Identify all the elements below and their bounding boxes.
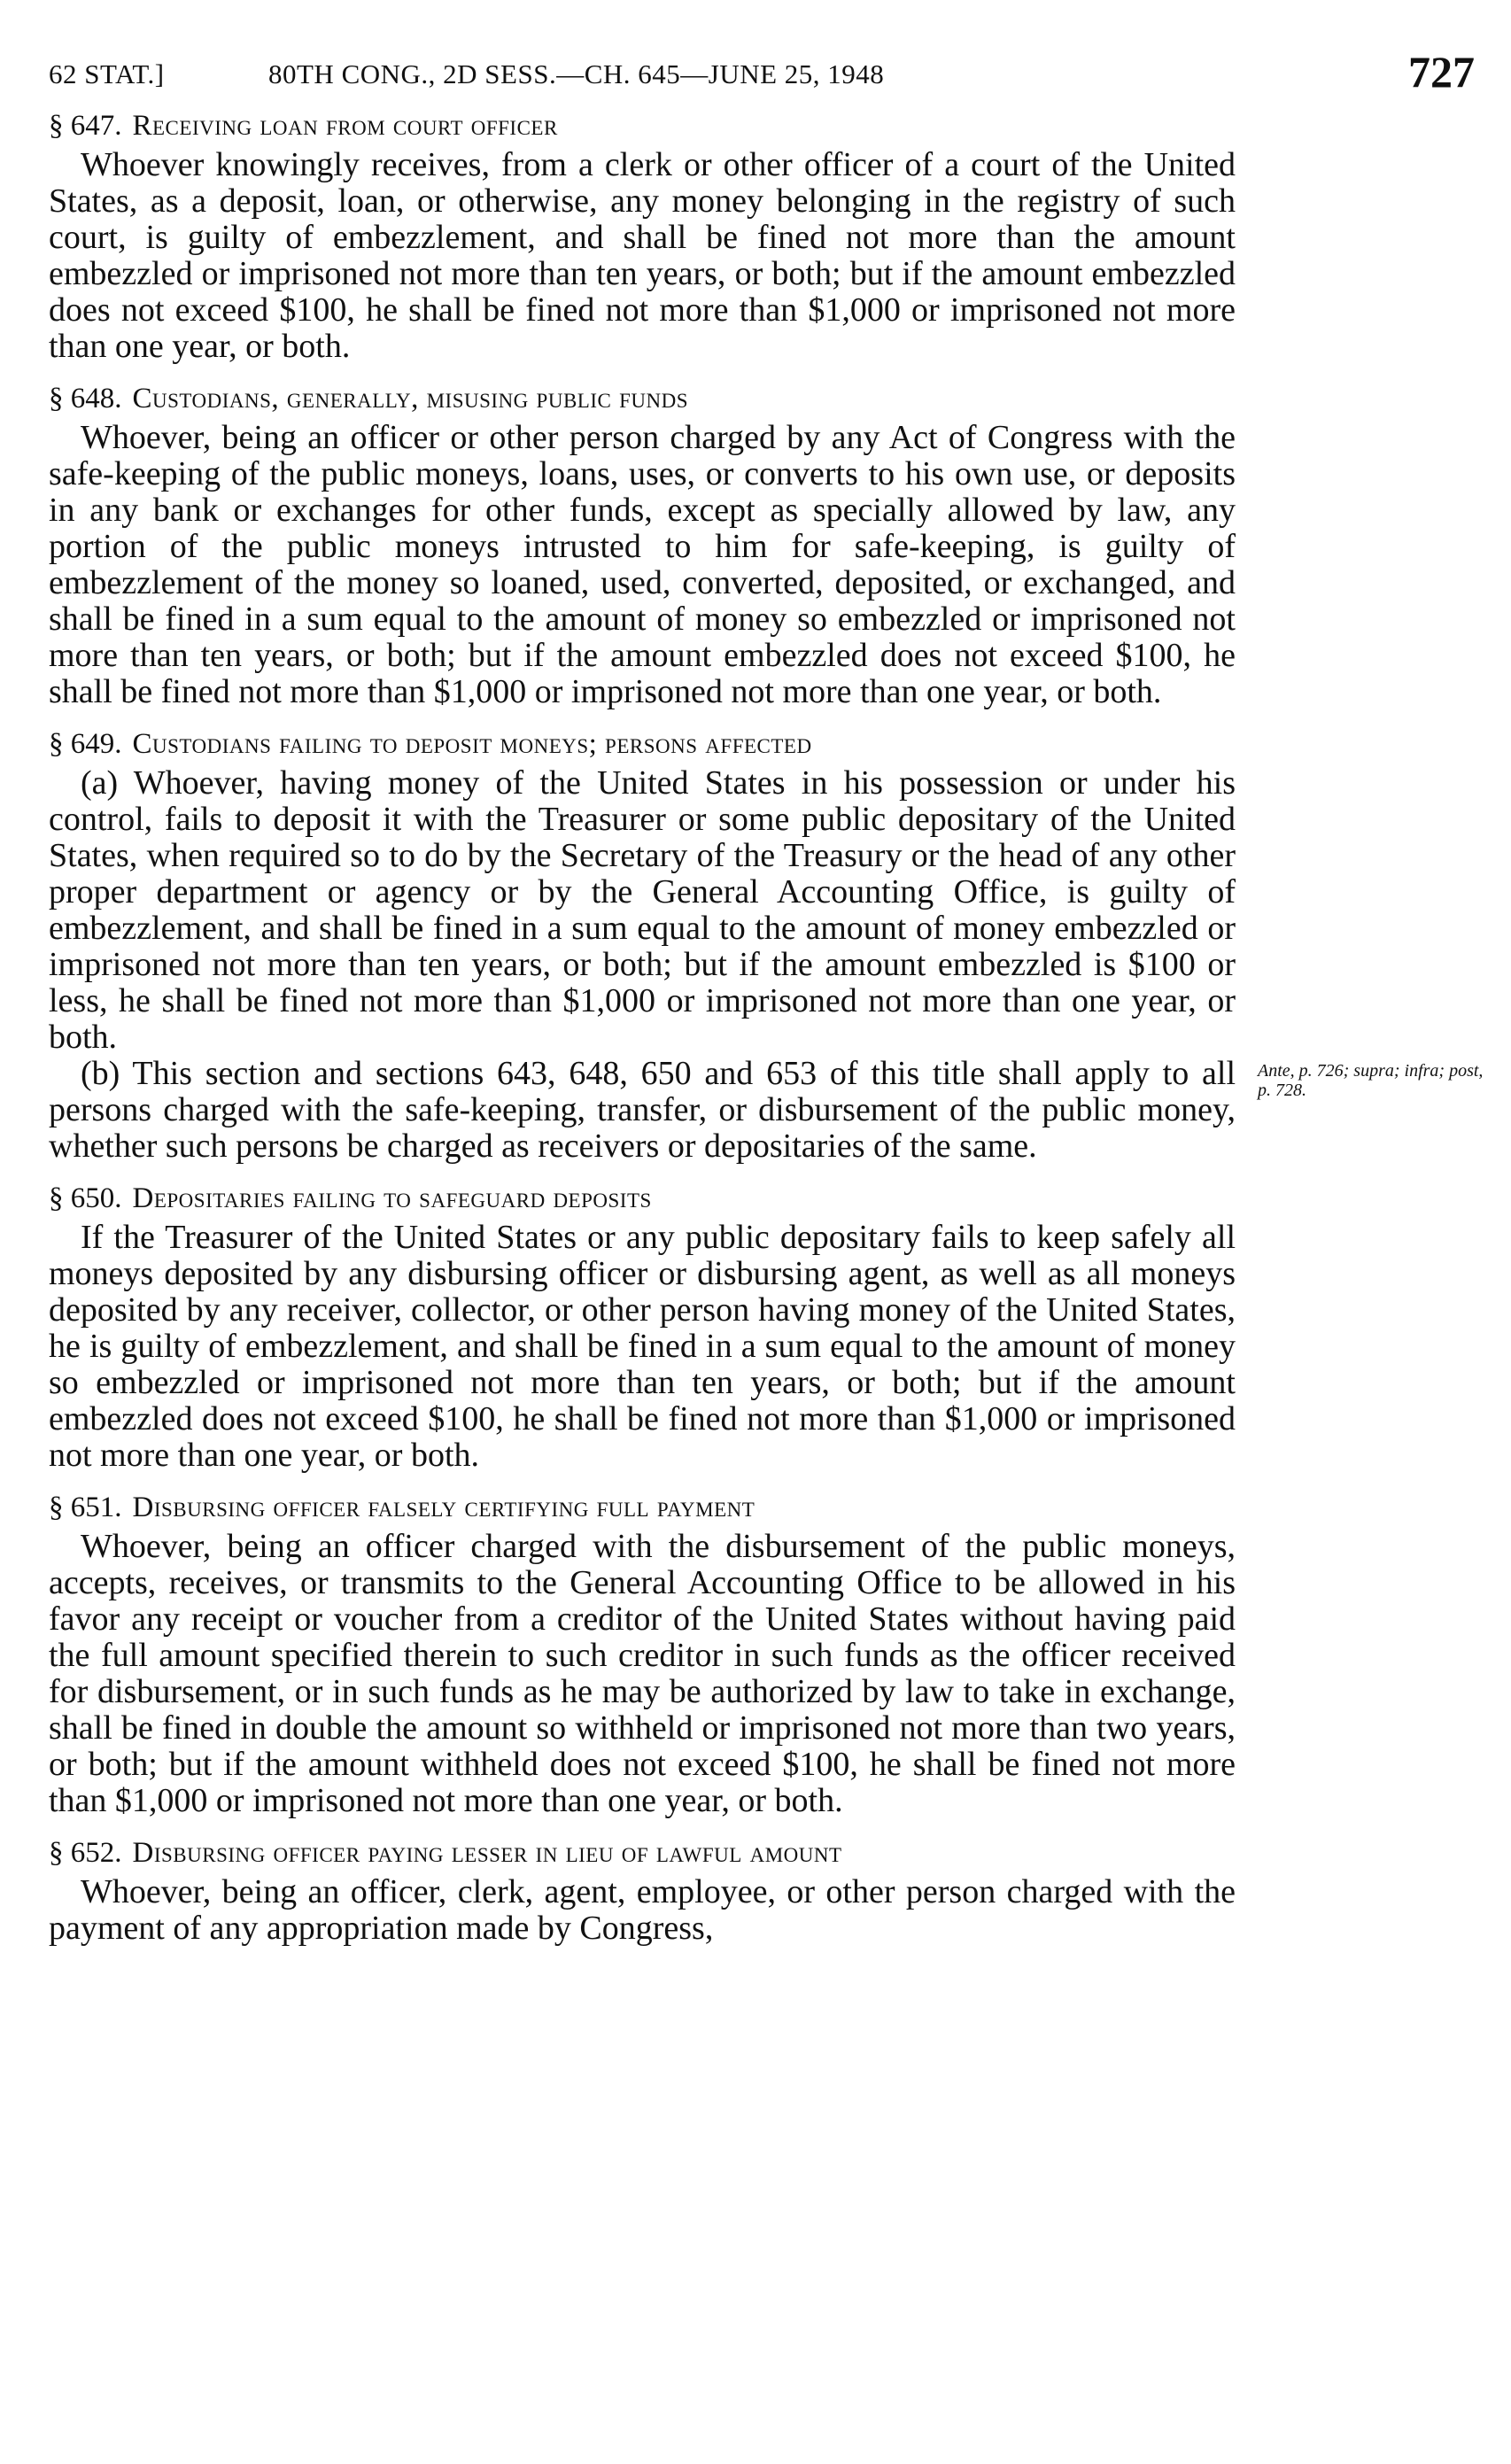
section-heading	[49, 1833, 1236, 1872]
section-paragraph: Whoever knowingly receives, from a clerk or other officer of a court of the United States, as a deposit, loan, or otherwise, any money belonging in the registry of such court, is guilty of embezzlement, and shall be fined not more than the amount embezzled or imprisoned not more than ten years, or both; but if the amount embezzled does not exceed $100, he shall be fined not more than $1,000 or imprisoned not more than one year, or both.	[49, 146, 1236, 365]
section-651	[49, 1488, 1236, 1819]
subsection-b-wrapper	[49, 1055, 1484, 1165]
statute-volume: 62 STAT.]	[49, 58, 165, 89]
section-title: Custodians, generally, misusing public funds	[132, 383, 688, 415]
section-number: § 649.	[49, 728, 122, 760]
subsection-a: (a) Whoever, having money of the United States in his possession or under his control, fails to deposit it with the Treasurer or some public depositary of the United States, when required so to do by the Secretary of the Treasury or the head of any other proper department or agency or by the General Accounting Office, is guilty of embezzlement, and shall be fined in a sum equal to the amount of money embezzled or imprisoned not more than ten years, or both; but if the amount embezzled is $100 or less, he shall be fined not more than $1,000 or imprisoned not more than one year, or both.	[49, 764, 1236, 1056]
section-paragraph: Whoever, being an officer, clerk, agent, employee, or other person charged with the payment of any appropriation made by Congress,	[49, 1873, 1236, 1947]
session-chapter-line: 80TH CONG., 2D SESS.—CH. 645—JUNE 25, 1948	[268, 58, 885, 89]
section-paragraph: Whoever, being an officer charged with the disbursement of the public moneys, accepts, receives, or transmits to the General Accounting Office to be allowed in his favor any receipt or voucher from a creditor of the United States without having paid the full amount specified therein to such creditor in such funds as the officer received for disbursement, or in such funds as he may be authorized by law to take in exchange, shall be fined in double the amount so withheld or imprisoned not more than two years, or both; but if the amount withheld does not exceed $100, he shall be fined not more than $1,000 or imprisoned not more than one year, or both.	[49, 1528, 1236, 1819]
section-number: § 652.	[49, 1837, 122, 1869]
section-heading	[49, 379, 1236, 418]
section-649	[49, 724, 1484, 1165]
section-648	[49, 379, 1236, 710]
section-650	[49, 1179, 1236, 1474]
page-number: 727	[1408, 47, 1475, 97]
section-title: Disbursing officer falsely certifying full payment	[132, 1492, 756, 1523]
section-number: § 651.	[49, 1492, 122, 1523]
section-title: Depositaries failing to safeguard deposits	[132, 1182, 652, 1214]
page-header	[49, 46, 1475, 108]
section-heading	[49, 1179, 1236, 1218]
section-647	[49, 106, 1236, 365]
section-heading	[49, 106, 1236, 145]
section-heading	[49, 1488, 1236, 1527]
section-title: Disbursing officer paying lesser in lieu of lawful amount	[132, 1837, 842, 1869]
subsection-b: (b) This section and sections 643, 648, 650 and 653 of this title shall apply to all persons charged with the safe-keeping, transfer, or disbursement of the public money, whether such persons be charged as receivers or depositaries of the same.	[49, 1055, 1236, 1165]
section-number: § 647.	[49, 110, 122, 142]
section-number: § 650.	[49, 1182, 122, 1214]
section-number: § 648.	[49, 383, 122, 415]
page-body	[49, 106, 1484, 1961]
margin-citation-note: Ante, p. 726; supra; infra; post, p. 728.	[1258, 1061, 1484, 1100]
section-652	[49, 1833, 1236, 1947]
section-paragraph: Whoever, being an officer or other person charged by any Act of Congress with the safe-keeping of the public moneys, loans, uses, or converts to his own use, or deposits in any bank or exchanges for other funds, except as specially allowed by law, any portion of the public moneys intrusted to him for safe-keeping, is guilty of embezzlement of the money so loaned, used, converted, deposited, or exchanged, and shall be fined in a sum equal to the amount of money so embezzled or imprisoned not more than ten years, or both; but if the amount embezzled does not exceed $100, he shall be fined not more than $1,000 or imprisoned not more than one year, or both.	[49, 419, 1236, 710]
section-title: Receiving loan from court officer	[132, 110, 558, 142]
section-title: Custodians failing to deposit moneys; persons affected	[132, 728, 812, 760]
section-heading	[49, 724, 1236, 763]
section-paragraph: If the Treasurer of the United States or any public depositary fails to keep safely all moneys deposited by any disbursing officer or disbursing agent, as well as all moneys deposited by any receiver, collector, or other person having money of the United States, he is guilty of embezzlement, and shall be fined in a sum equal to the amount of money so embezzled or imprisoned not more than ten years, or both; but if the amount embezzled does not exceed $100, he shall be fined not more than $1,000 or imprisoned not more than one year, or both.	[49, 1219, 1236, 1474]
